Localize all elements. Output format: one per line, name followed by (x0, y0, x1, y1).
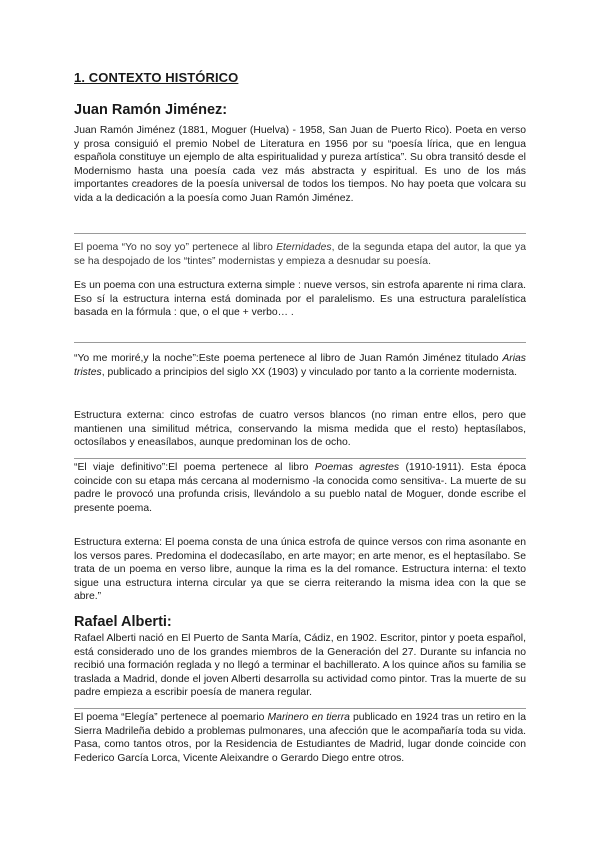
author-heading-juan: Juan Ramón Jiménez: (74, 102, 228, 118)
poem-yo-me-morire-structure: Estructura externa: cinco estrofas de cuatro versos blancos (no riman entre ellos, pero que mantienen una similitud métrica, conservando la misma medida que el resto) heptasílabos, octosílabos y eneasílabos, aunque predominan los de ocho. (74, 410, 526, 449)
section-title: 1. CONTEXTO HISTÓRICO (74, 70, 239, 85)
divider (74, 342, 526, 343)
divider (74, 458, 526, 459)
poem-yo-me-morire: “Yo me moriré,y la noche”:Este poema pertenece al libro de Juan Ramón Jiménez titulado Arias tristes, publicado a principios del siglo XX (1903) y vinculado por tanto a la corriente modernista. (74, 353, 526, 378)
divider (74, 708, 526, 709)
book-title: Arias tristes (74, 353, 526, 378)
poem-yo-no-soy-yo-structure: Es un poema con una estructura externa simple : nueve versos, sin estrofa aparente ni rima clara. Eso sí la estructura interna está dominada por el paralelismo. Es una estructura paralelística basada en la fórmula : que, o el que + verbo… . (74, 280, 526, 319)
poem-yo-no-soy-yo: El poema “Yo no soy yo” pertenece al libro Eternidades, de la segunda etapa del autor, la que ya se ha despojado de los “tintes” modernistas y empieza a desnudar su poesía. (74, 242, 526, 267)
author-heading-rafael: Rafael Alberti: (74, 614, 172, 630)
poem-el-viaje-definitivo: “El viaje definitivo”:El poema pertenece al libro Poemas agrestes (1910-1911). Esta época coincide con su etapa más cercana al modernismo -la conocida como sensitiva-. La muerte de su padre le provocó una profunda crisis, llevándolo a su pueblo natal de Moguer, donde escribe el presente poema. (74, 462, 526, 514)
juan-biography: Juan Ramón Jiménez (1881, Moguer (Huelva) - 1958, San Juan de Puerto Rico). Poeta en verso y prosa consiguió el premio Nobel de Literatura en 1956 por su “poesía lírica, que en lengua española constituye un ejemplo de alta espiritualidad y pureza artística”. Su obra transitó desde el Modernismo hasta una poesía cada vez más abstracta y espiritual. Es uno de los más importantes creadores de la poesía universal de todos los tiempos. No hay poeta que volcara su vida a la dedicación a la poesía como Juan Ramón Jiménez. (74, 125, 526, 204)
book-title: Eternidades (276, 242, 332, 253)
divider (74, 233, 526, 234)
book-title: Poemas agrestes (314, 462, 400, 473)
poem-el-viaje-definitivo-structure: Estructura externa: El poema consta de una única estrofa de quince versos con rima asonante en los versos pares. Predomina el dodecasílabo, en arte mayor; en arte menor, es el heptasílabo. Se trata de un poema en verso libre, aunque la rima es la del romance. Estructura interna: el texto sigue una estructura interna circular ya que se cierra reiterando la misma idea con la que se abre.” (74, 537, 526, 603)
rafael-biography: Rafael Alberti nació en El Puerto de Santa María, Cádiz, en 1902. Escritor, pintor y poeta español, está considerado uno de los grandes miembros de la Generación del 27. Durante su infancia no recibió una formación reglada y no llegó a terminar el bachillerato. A los quince años su familia se traslada a Madrid, donde el joven Alberti desarrolla su actividad como pintor. Tras la muerte de su padre empieza a escribir poesía de manera regular. (74, 633, 526, 699)
book-title: Marinero en tierra (267, 712, 350, 723)
poem-elegia: El poema “Elegía” pertenece al poemario Marinero en tierra publicado en 1924 tras un retiro en la Sierra Madrileña debido a problemas pulmonares, una afección que le acompañaría toda su vida. Pasa, como tantos otros, por la Residencia de Estudiantes de Madrid, lugar donde coincide con Federico García Lorca, Vicente Aleixandre o Gerardo Diego entre otros. (74, 712, 526, 764)
